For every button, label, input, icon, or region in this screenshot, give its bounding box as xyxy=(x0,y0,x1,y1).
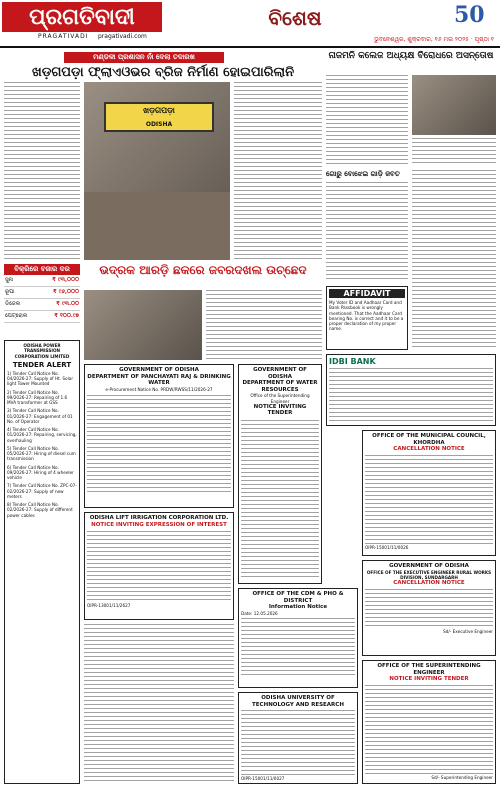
lead-body-col3 xyxy=(234,82,322,260)
panchayat-body xyxy=(87,395,231,495)
water-body xyxy=(241,420,319,580)
second-story xyxy=(84,264,322,277)
sundargarh-notice xyxy=(362,560,496,656)
cds-header: OFFICE OF THE CDM & PHO & DISTRICT xyxy=(252,591,344,604)
affidavit-text: My Voter ID and Aadhaar Card and Bank Passbook is wrongly mentioned. That the Aadhaar Card bearing No. is correct and it to be a proper declaration of my proper name. xyxy=(329,300,404,332)
khordha-body xyxy=(365,455,493,545)
brand-latin: PRAGATIVADI xyxy=(38,33,89,40)
market-box xyxy=(4,264,80,323)
market-row xyxy=(4,299,80,311)
station-sign-text: ଖଡ଼ଗପଡ଼ା xyxy=(143,106,175,115)
cds-title: Information Notice xyxy=(268,604,328,611)
market-value: ₹ ୯୩.୦୦ xyxy=(56,301,79,307)
second-body xyxy=(206,290,322,360)
affidavit-title: AFFIDAVIT xyxy=(329,289,405,298)
market-value: ₹ ୯୩,୦୦୦ xyxy=(52,277,79,283)
water-resources-notice xyxy=(238,364,322,584)
second-headline[interactable]: ଭଦ୍ରକ ଆରଡ଼ି ଛକରେ ଜବରଦଖଲ ଉଚ୍ଛେଦ xyxy=(99,263,307,277)
lead-kicker: ମଣ୍ଡଳୀ ପ୍ରଶାସନ ନାଁ ଦେଲା ତଦାରଖ xyxy=(64,52,224,63)
cds-notice xyxy=(238,588,358,688)
idbi-name: IDBI BANK xyxy=(329,357,376,366)
market-label: ସୁନା xyxy=(5,277,14,283)
date-text: ଭୁବନେଶ୍ୱର, ଶୁକ୍ରବାର, ୧୬ ମଇ ୨୦୨୫ xyxy=(374,36,469,43)
platform xyxy=(84,192,230,260)
idbi-notice xyxy=(326,354,496,426)
market-row xyxy=(4,275,80,287)
water-header: GOVERNMENT OF ODISHA xyxy=(253,367,307,380)
khordha-header: OFFICE OF THE MUNICIPAL COUNCIL, KHORDHA xyxy=(372,433,486,446)
transco-title: TENDER ALERT xyxy=(12,360,72,369)
station-sign-en: ODISHA xyxy=(145,121,173,128)
lift-body xyxy=(87,531,231,603)
lift-irrigation-notice xyxy=(84,512,234,620)
water-title: NOTICE INVITING TENDER xyxy=(253,403,307,417)
panchayat-header: GOVERNMENT OF ODISHA xyxy=(119,367,199,373)
cds-date: Date: 12.05.2026 xyxy=(241,610,278,616)
market-rows xyxy=(4,275,80,323)
right-headline[interactable]: ନାଜମନି କଲେଜ ଅଧ୍ୟକ୍ଷ ବିରୋଧରେ ଅସନ୍ତୋଷ xyxy=(328,51,494,61)
anniversary-badge xyxy=(436,2,496,34)
protest-photo xyxy=(412,75,496,135)
utkal-notice xyxy=(238,692,358,784)
utkal-header: ODISHA UNIVERSITY OF TECHNOLOGY AND RESEARCH xyxy=(252,695,344,708)
mid-body xyxy=(326,182,408,282)
right-body-col2 xyxy=(412,138,496,165)
station-sign xyxy=(104,102,214,132)
se-header: OFFICE OF THE SUPERINTENDING ENGINEER xyxy=(377,663,481,676)
lead-headline[interactable]: ଖଡ଼ଗପଡ଼ା ଫ୍ଲାଏଓଭର ବ୍ରିଜ ନିର୍ମାଣ ହୋଇପାରିଲାନି xyxy=(31,65,295,80)
se-signature: Sd/- Superintending Engineer xyxy=(431,774,493,780)
transco-box xyxy=(4,340,80,784)
panchayat-ref: e-Procurement Notice No. PRDW/RWSS/11/2026-27 xyxy=(105,386,213,392)
khordha-notice xyxy=(362,430,496,556)
lift-ref: OIPR-13001/11/2627 xyxy=(87,603,131,609)
tender-item: 5) Tender Call Notice No. 05/2026-27: Hiring of diesel cum transmission xyxy=(7,445,76,462)
transco-org: ODISHA POWER TRANSMISSION CORPORATION LIMITED xyxy=(14,343,70,359)
masthead xyxy=(0,0,500,48)
demolition-photo xyxy=(84,290,202,360)
right-story xyxy=(326,52,496,61)
sundargarh-header: GOVERNMENT OF ODISHA xyxy=(389,563,469,569)
market-value: ₹ ୯୬,୦୦୦ xyxy=(53,289,79,295)
tender-item: 6) Tender Call Notice No. 09/2026-27: Hiring of 4 wheeler vehicle xyxy=(7,464,74,480)
se-notice xyxy=(362,660,496,784)
tender-item: 3) Tender Call Notice No. 01/2026-27: Engagement of 01 No. of Operator xyxy=(7,408,73,424)
section-title: ବିଶେଷ xyxy=(190,4,400,32)
sundargarh-signature: Sd/- Executive Engineer xyxy=(443,628,493,634)
brand-website[interactable]: pragativadi.com xyxy=(98,33,147,40)
right-body-col1 xyxy=(326,75,408,165)
panchayat-notice xyxy=(84,364,234,508)
tender-item: 1) Tender Call Notice No. 04/2026-27: Supply of Ht. Solar light Tower Mounted xyxy=(7,370,74,387)
utkal-body xyxy=(241,710,355,776)
lead-body-col1 xyxy=(4,82,80,260)
sundargarh-body xyxy=(365,589,493,629)
market-label: ଡିଜେଲ xyxy=(5,301,21,307)
khordha-ref: OIPR-15001/11/0026 xyxy=(365,544,409,550)
water-dept: DEPARTMENT OF WATER RESOURCES xyxy=(242,380,318,393)
cds-body xyxy=(241,618,355,678)
market-value: ₹ ୧୦୦.୯୭ xyxy=(54,313,79,319)
market-title: ବିକ୍ରିରେ ବଜାର ଦର xyxy=(4,264,80,275)
se-body xyxy=(365,685,493,775)
utkal-ref: OIPR-15001/11/0027 xyxy=(241,776,285,782)
lower-left-body xyxy=(84,624,234,784)
market-row xyxy=(4,311,80,323)
idbi-body xyxy=(329,368,493,424)
transco-items xyxy=(7,371,77,518)
market-label: ରୂପା xyxy=(5,289,15,295)
tender-item: 8) Tender Call Notice No. 02/2026-27: Supply of different power cables xyxy=(7,502,73,518)
right-body-col3 xyxy=(412,170,496,350)
sundargarh-title: CANCELLATION NOTICE xyxy=(393,580,465,587)
se-title: NOTICE INVITING TENDER xyxy=(389,676,469,683)
market-row xyxy=(4,287,80,299)
mid-story xyxy=(326,170,408,177)
sundargarh-office: OFFICE OF THE EXECUTIVE ENGINEER RURAL WORKS DIVISION, SUNDARGARH xyxy=(366,569,492,580)
affidavit-box xyxy=(326,286,408,350)
page-number: ପୃଷ୍ଠା ୧ xyxy=(474,36,494,43)
brand-logo[interactable]: ପ୍ରଗତିବାଦୀ xyxy=(2,2,162,32)
khordha-title: CANCELLATION NOTICE xyxy=(393,446,465,453)
station-photo xyxy=(84,82,230,260)
market-label: ପେଟ୍ରୋଲ xyxy=(5,313,28,319)
tender-item: 2) Tender Call Notice No. 99/2026-27: Repairing of 1.6 MVA transformer at GSS xyxy=(7,389,68,405)
tender-item: 4) Tender Call Notice No. 01/2026-27: Repairing, servicing, overhauling xyxy=(7,427,77,443)
water-office: Office of the Superintending Engineer xyxy=(250,393,310,404)
panchayat-dept: DEPARTMENT OF PANCHAYATI RAJ & DRINKING WATER xyxy=(87,373,231,387)
tender-item: 7) Tender Call Notice No. ZPC-07-02/2026-27: Supply of new meters xyxy=(7,483,77,499)
lead-story xyxy=(4,52,322,80)
lift-header: ODISHA LIFT IRRIGATION CORPORATION LTD. xyxy=(89,515,229,521)
dateline: ଭୁବନେଶ୍ୱର, ଶୁକ୍ରବାର, ୧୬ ମଇ ୨୦୨୫ · ପୃଷ୍ଠା ୧ xyxy=(374,36,494,43)
lift-sub: NOTICE INVITING EXPRESSION OF INTEREST xyxy=(91,521,227,528)
anniversary-number: 50 xyxy=(454,2,485,28)
mid-kicker: ଗୋରୁ ବୋଝେଇ ଗାଡ଼ି ଜବତ xyxy=(326,169,400,178)
